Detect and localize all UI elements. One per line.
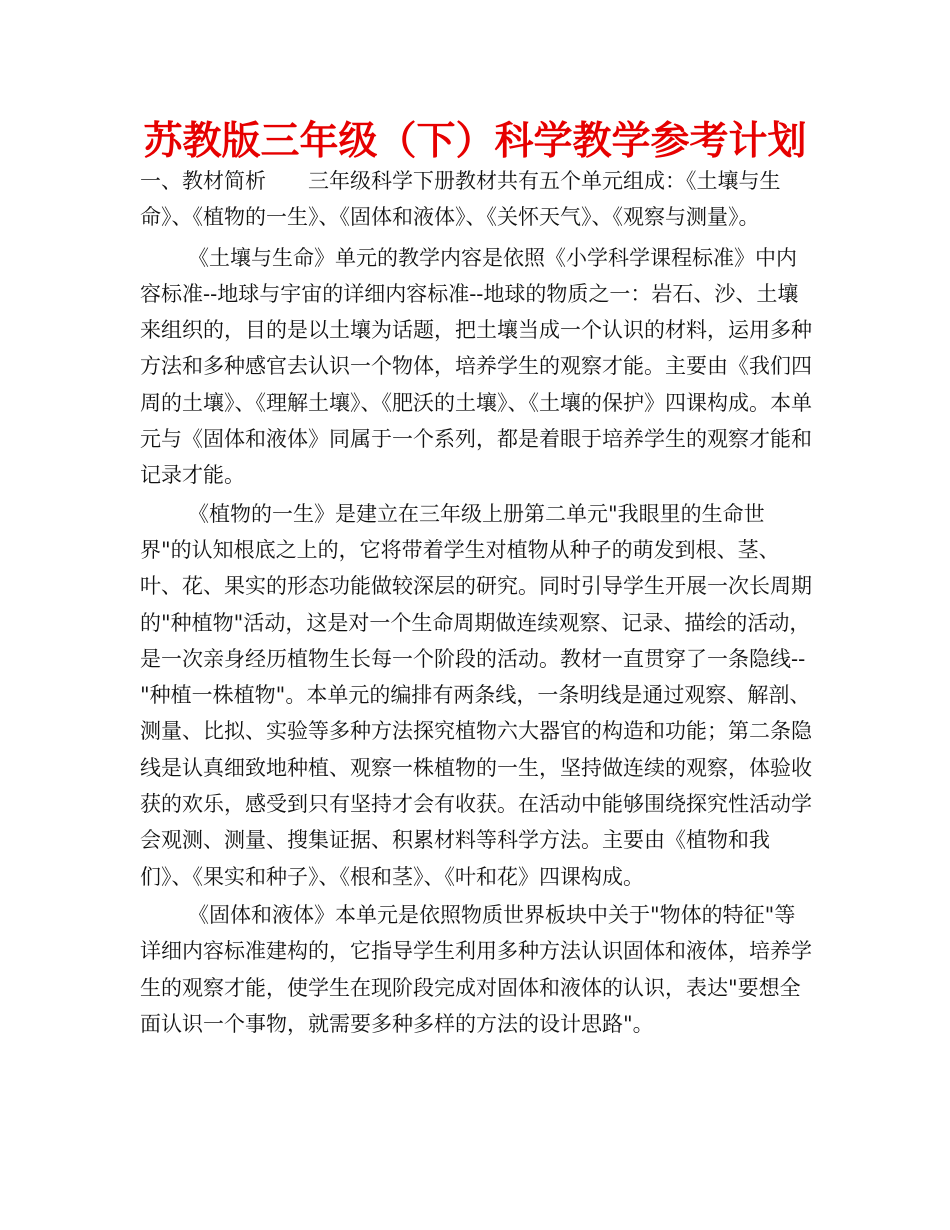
paragraph-intro bbox=[140, 163, 812, 236]
section-heading: 一、教材简析 bbox=[140, 169, 266, 193]
document-body bbox=[140, 163, 812, 1044]
paragraph-text: 三年级科学下册教材共有五个单元组成：《土壤与生命》、《植物的一生》、《固体和液体》、《关怀天气》、《观察与测量》。 bbox=[140, 169, 781, 230]
paragraph-solid-liquid-unit: 《固体和液体》本单元是依照物质世界板块中关于"物体的特征"等详细内容标准建构的，它指导学生利用多种方法认识固体和液体，培养学生的观察才能，使学生在现阶段完成对固体和液体的认识，表达"要想全面认识一个事物，就需要多种多样的方法的设计思路"。 bbox=[140, 902, 812, 1036]
document-title: 苏教版三年级（下）科学教学参考计划 bbox=[143, 119, 807, 164]
paragraph-plant-unit: 《植物的一生》是建立在三年级上册第二单元"我眼里的生命世界"的认知根底之上的，它将带着学生对植物从种子的萌发到根、茎、叶、花、果实的形态功能做较深层的研究。同时引导学生开展一次长周期的"种植物"活动，这是对一个生命周期做连续观察、记录、描绘的活动，是一次亲身经历植物生长每一个阶段的活动。教材一直贯穿了一条隐线--"种植一株植物"。本单元的编排有两条线，一条明线是通过观察、解剖、测量、比拟、实验等多种方法探究植物六大器官的构造和功能；第二条隐线是认真细致地种植、观察一株植物的一生，坚持做连续的观察，体验收获的欢乐，感受到只有坚持才会有收获。在活动中能够围绕探究性活动学会观测、测量、搜集证据、积累材料等科学方法。主要由《植物和我们》、《果实和种子》、《根和茎》、《叶和花》四课构成。 bbox=[140, 501, 812, 889]
paragraph-soil-unit: 《土壤与生命》单元的教学内容是依照《小学科学课程标准》中内容标准--地球与宇宙的详细内容标准--地球的物质之一：岩石、沙、土壤来组织的，目的是以土壤为话题，把土壤当成一个认识的材料，运用多种方法和多种感官去认识一个物体，培养学生的观察才能。主要由《我们四周的土壤》、《理解土壤》、《肥沃的土壤》、《土壤的保护》四课构成。本单元与《固体和液体》同属于一个系列，都是着眼于培养学生的观察才能和记录才能。 bbox=[140, 245, 812, 488]
